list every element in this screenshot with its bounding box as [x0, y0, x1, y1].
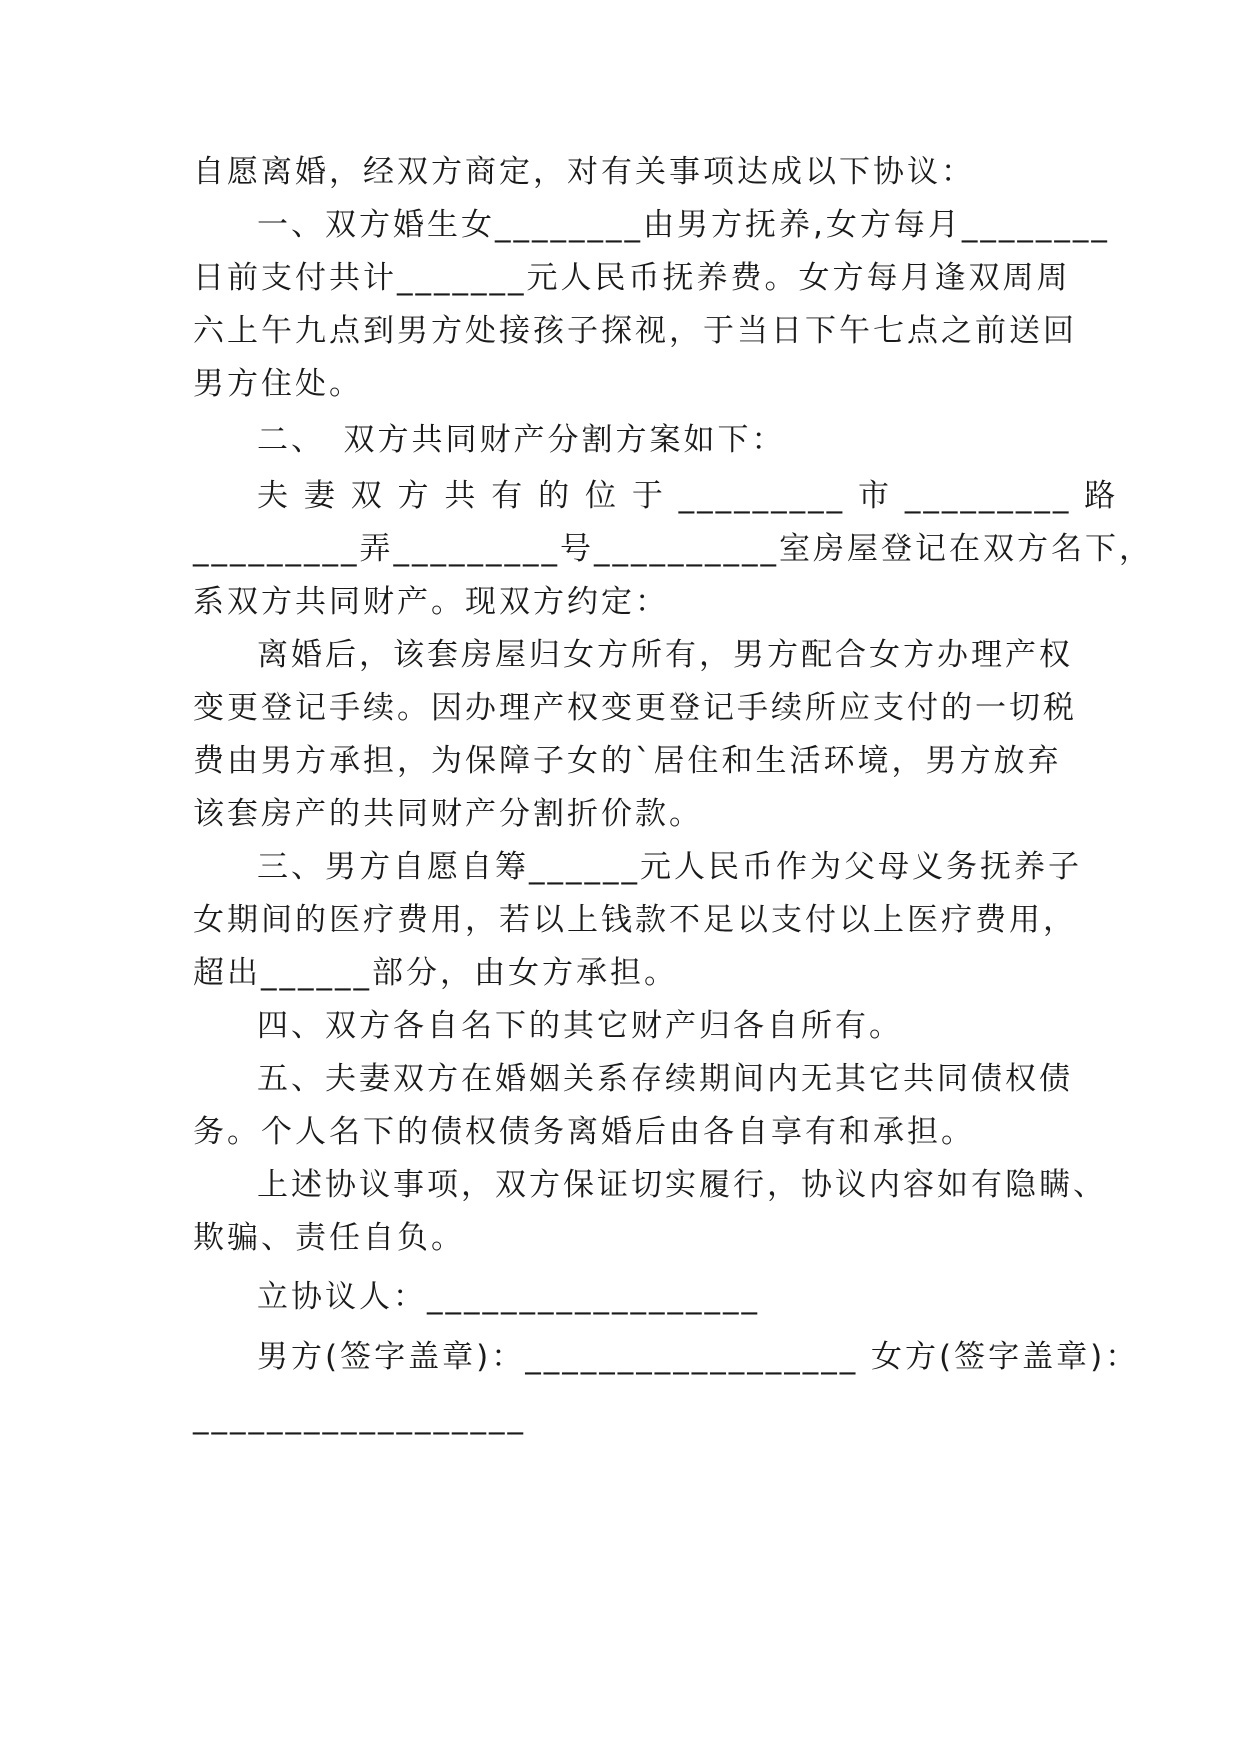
text-line: 三、男方自愿自筹______元人民币作为父母义务抚养子: [257, 849, 1082, 885]
text-line: 六上午九点到男方处接孩子探视，于当日下午七点之前送回: [193, 313, 1077, 349]
signatory-line: 立协议人：__________________: [257, 1279, 760, 1315]
text-line: 男方住处。: [193, 366, 363, 402]
text-line: 五、夫妻双方在婚姻关系存续期间内无其它共同债权债: [257, 1061, 1073, 1097]
text-line: 变更登记手续。因办理产权变更登记手续所应支付的一切税: [193, 690, 1077, 726]
text-line: 系双方共同财产。现双方约定：: [193, 584, 669, 620]
text-line: 务。个人名下的债权债务离婚后由各自享有和承担。: [193, 1114, 975, 1150]
section-heading: 二、 双方共同财产分割方案如下：: [257, 422, 786, 458]
text-line: 上述协议事项，双方保证切实履行，协议内容如有隐瞒、: [257, 1167, 1107, 1203]
text-line: 自愿离婚，经双方商定，对有关事项达成以下协议：: [193, 154, 975, 190]
text-line: 日前支付共计_______元人民币抚养费。女方每月逢双周周: [193, 260, 1071, 296]
text-line: 一、双方婚生女________由男方抚养,女方每月________: [257, 207, 1110, 243]
text-line: 女期间的医疗费用，若以上钱款不足以支付以上医疗费用，: [193, 902, 1077, 938]
text-line: 夫 妻 双 方 共 有 的 位 于 _________ 市 _________ 路: [257, 478, 1119, 514]
text-line: _________弄_________号__________室房屋登记在双方名下，: [193, 531, 1153, 567]
signature-blank: __________________: [193, 1399, 526, 1435]
text-line: 费由男方承担，为保障子女的`居住和生活环境，男方放弃: [193, 743, 1062, 779]
text-line: 超出______部分，由女方承担。: [193, 955, 678, 991]
signature-line: 男方(签字盖章)：__________________ 女方(签字盖章)：: [257, 1339, 1140, 1375]
text-line: 欺骗、责任自负。: [193, 1220, 465, 1256]
text-line: 该套房产的共同财产分割折价款。: [193, 796, 703, 832]
text-line: 离婚后，该套房屋归女方所有，男方配合女方办理产权: [257, 637, 1073, 673]
text-line: 四、双方各自名下的其它财产归各自所有。: [257, 1008, 903, 1044]
